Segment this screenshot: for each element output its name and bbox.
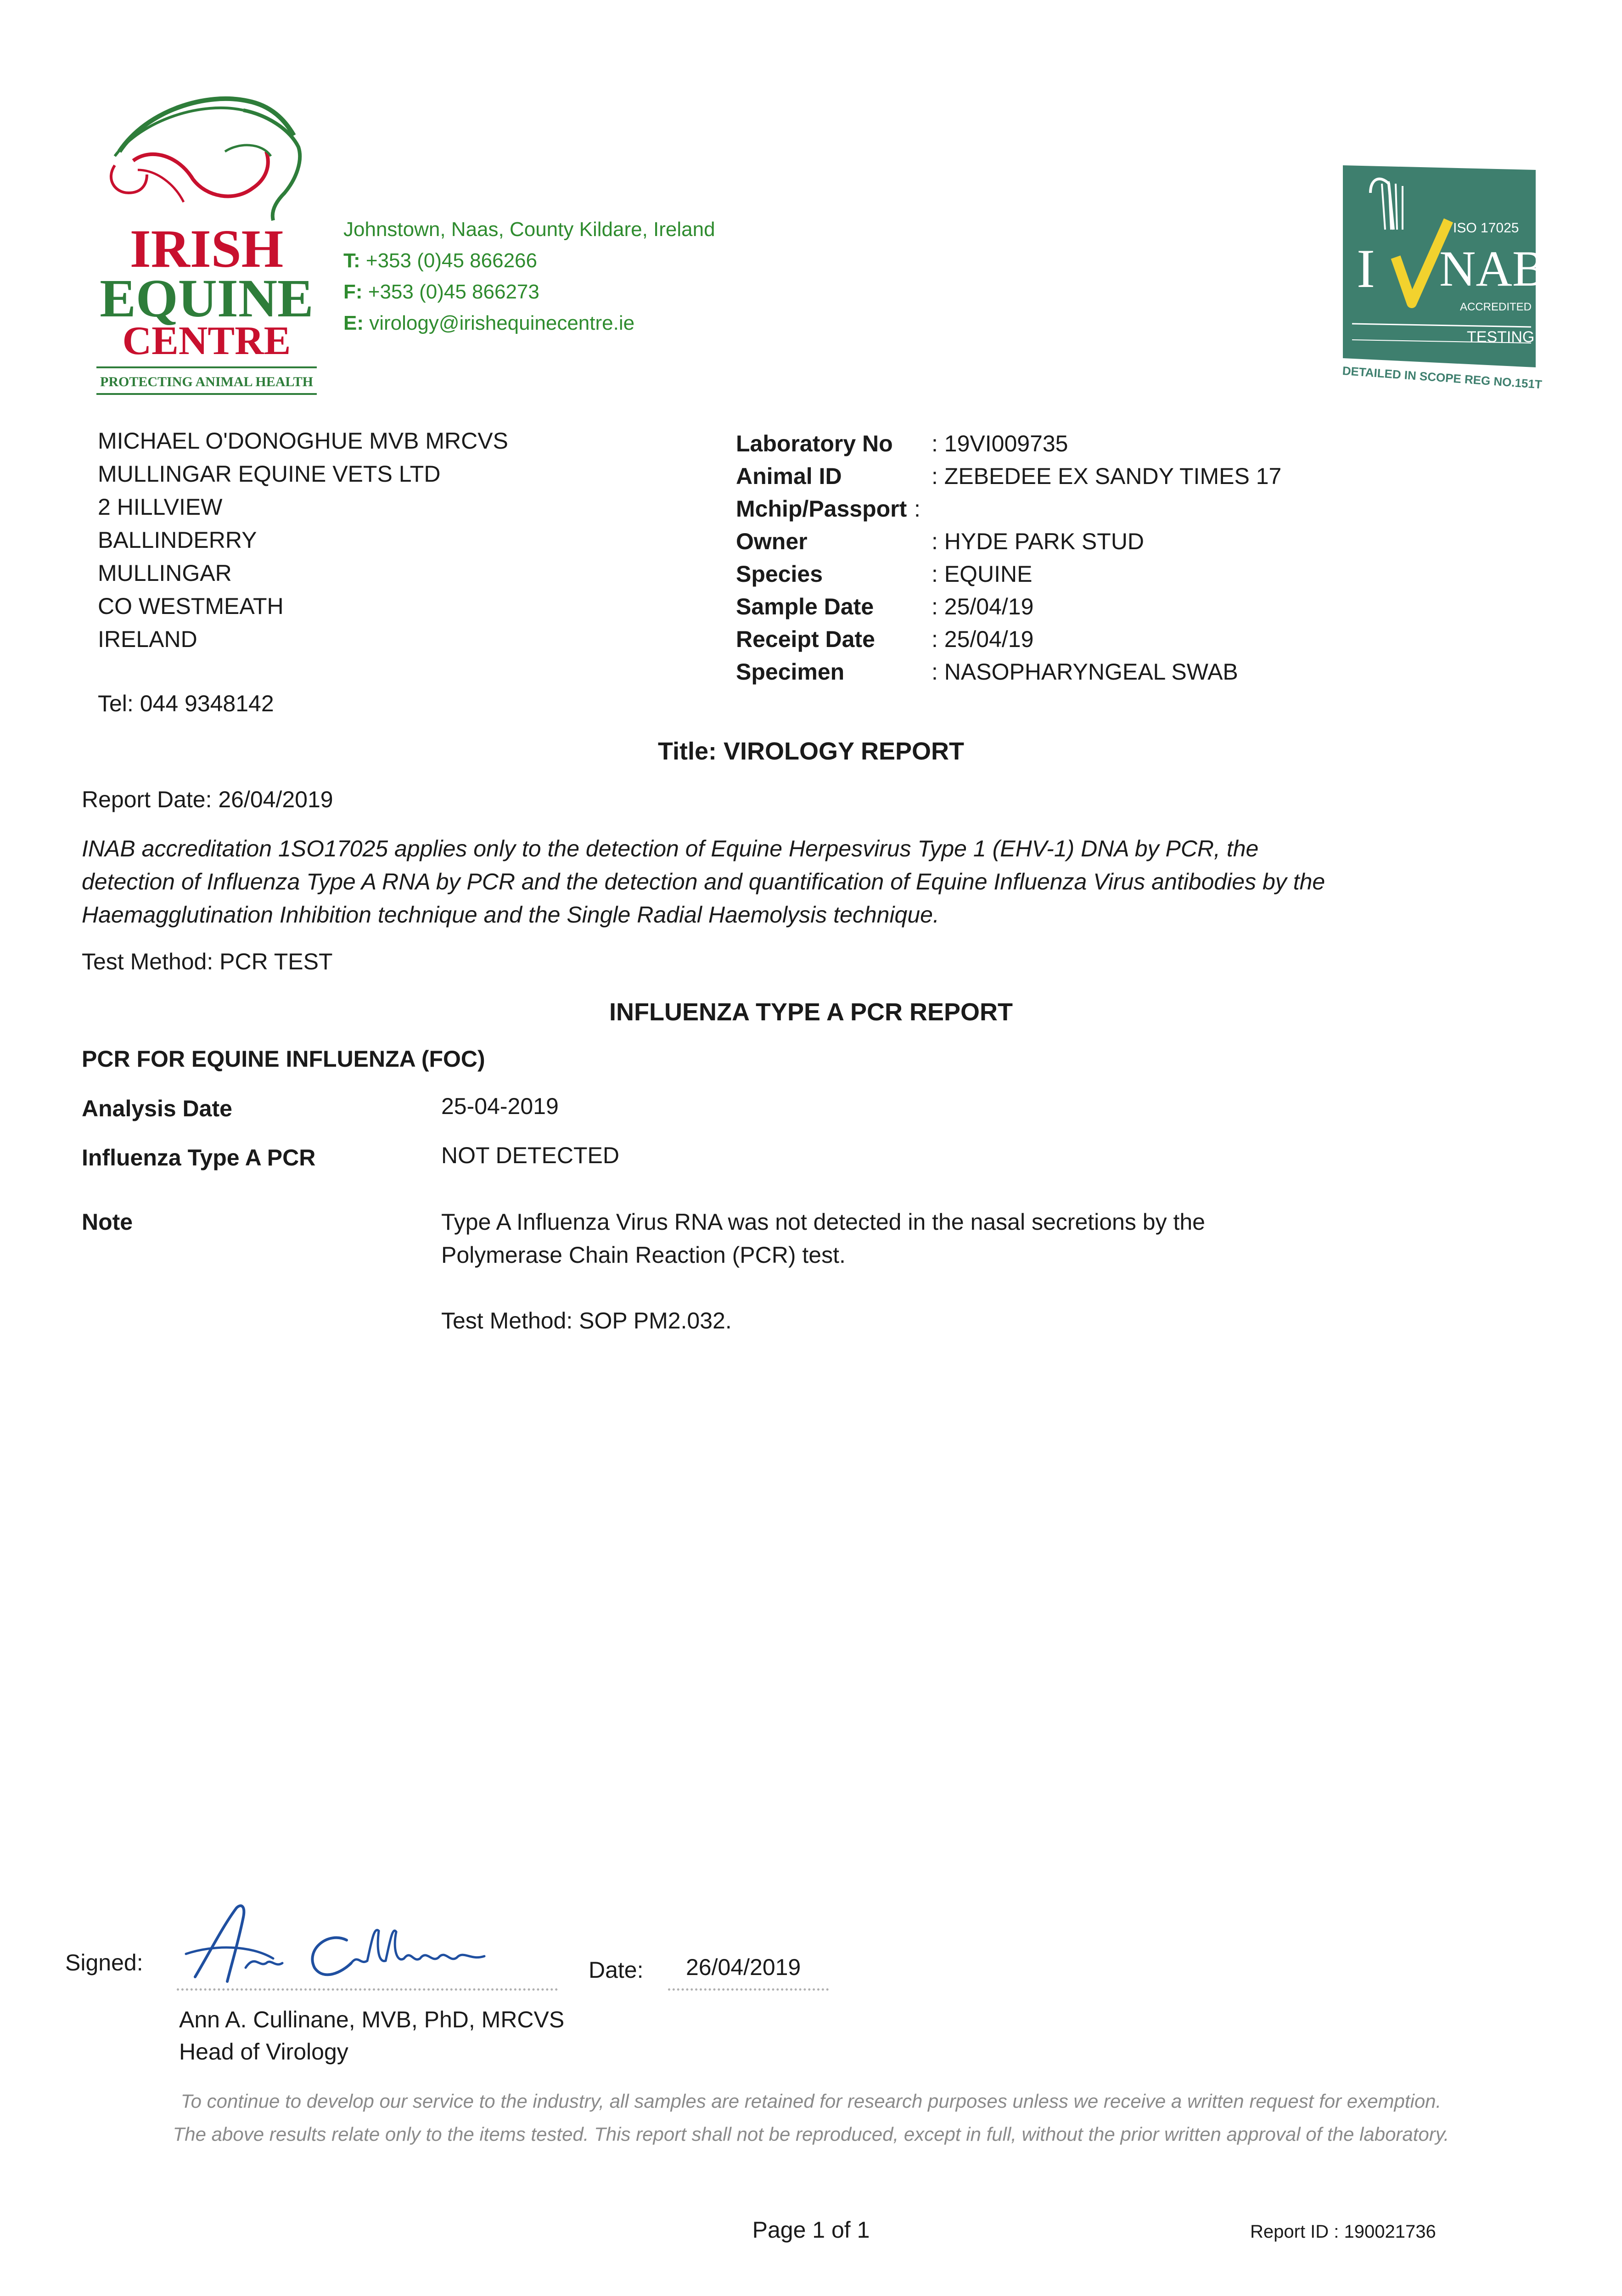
detail-value: : 25/04/19 bbox=[932, 594, 1034, 619]
detail-label: Specimen bbox=[736, 659, 845, 685]
analysis-date-label: Analysis Date bbox=[82, 1096, 232, 1121]
accreditation-line: detection of Influenza Type A RNA by PCR and the detection and quantification of Equine Influenza Virus antibodies by the bbox=[82, 869, 1325, 895]
logo-text-equine: EQUINE bbox=[100, 268, 314, 328]
recipient-line: BALLINDERRY bbox=[98, 527, 257, 553]
contact-email-label: E: bbox=[343, 312, 364, 334]
inab-scope: DETAILED IN SCOPE REG NO.151T bbox=[1341, 364, 1543, 392]
note-text bbox=[441, 1205, 1205, 1272]
accreditation-line: INAB accreditation 1SO17025 applies only to the detection of Equine Herpesvirus Type 1 (EHV-1) DNA by PCR, the bbox=[82, 836, 1259, 861]
detail-label: Sample Date bbox=[736, 594, 874, 619]
contact-tel-label: T: bbox=[343, 249, 360, 272]
note-line: Polymerase Chain Reaction (PCR) test. bbox=[441, 1242, 846, 1268]
contact-fax-row bbox=[343, 276, 715, 308]
detail-value: : ZEBEDEE EX SANDY TIMES 17 bbox=[932, 463, 1282, 489]
inab-iso-label: ISO 17025 bbox=[1453, 220, 1519, 236]
detail-value: : HYDE PARK STUD bbox=[932, 529, 1145, 554]
detail-value: : EQUINE bbox=[932, 561, 1033, 587]
inab-accredited: ACCREDITED bbox=[1460, 301, 1532, 313]
detail-label: Animal ID bbox=[736, 463, 842, 489]
horse-logo-icon bbox=[87, 92, 326, 225]
signatory-name: Ann A. Cullinane, MVB, PhD, MRCVS bbox=[179, 2007, 565, 2032]
page-number: Page 1 of 1 bbox=[752, 2217, 870, 2243]
signature-dotted-line bbox=[177, 1988, 558, 1991]
logo-text-irish: IRISH bbox=[129, 219, 284, 279]
handwritten-signature bbox=[177, 1899, 507, 1991]
footer-retention-note: To continue to develop our service to the industry, all samples are retained for research purposes unless we receive a written request for exemption. bbox=[180, 2090, 1442, 2112]
inab-brand: NAB bbox=[1439, 241, 1546, 297]
recipient-line: MICHAEL O'DONOGHUE MVB MRCVS bbox=[98, 428, 508, 454]
contact-email: virology@irishequinecentre.ie bbox=[369, 312, 635, 334]
accreditation-line: Haemagglutination Inhibition technique and the Single Radial Haemolysis technique. bbox=[82, 902, 939, 928]
signed-label: Signed: bbox=[65, 1950, 143, 1975]
recipient-line: CO WESTMEATH bbox=[98, 593, 284, 619]
logo-text-centre: CENTRE bbox=[122, 319, 291, 363]
detail-label: Species bbox=[736, 561, 823, 587]
subsection-title: PCR FOR EQUINE INFLUENZA (FOC) bbox=[82, 1046, 485, 1072]
detail-value: : bbox=[914, 496, 920, 522]
contact-fax-label: F: bbox=[343, 281, 363, 303]
detail-label: Owner bbox=[736, 529, 808, 554]
detail-value: : 19VI009735 bbox=[932, 431, 1068, 456]
irish-equine-centre-logo bbox=[87, 92, 326, 404]
detail-label: Laboratory No bbox=[736, 431, 893, 456]
logo-divider-bottom bbox=[96, 393, 317, 395]
recipient-line: 2 HILLVIEW bbox=[98, 494, 223, 520]
detail-label: Mchip/Passport bbox=[736, 496, 907, 522]
signature-date: 26/04/2019 bbox=[686, 1954, 801, 1980]
result-label: Influenza Type A PCR bbox=[82, 1145, 316, 1171]
note-line: Type A Influenza Virus RNA was not detected in the nasal secretions by the bbox=[441, 1209, 1205, 1235]
report-id: Report ID : 190021736 bbox=[1250, 2222, 1436, 2242]
contact-email-row bbox=[343, 308, 715, 339]
analysis-date-value: 25-04-2019 bbox=[441, 1093, 559, 1119]
result-value: NOT DETECTED bbox=[441, 1142, 619, 1168]
footer-disclaimer: The above results relate only to the items tested. This report shall not be reproduced, except in full, without the prior written approval of the laboratory. bbox=[173, 2123, 1449, 2145]
date-label: Date: bbox=[589, 1957, 644, 1983]
inab-testing: TESTING bbox=[1467, 328, 1535, 346]
detail-value: : NASOPHARYNGEAL SWAB bbox=[932, 659, 1238, 685]
logo-divider bbox=[96, 366, 317, 368]
recipient-line: MULLINGAR EQUINE VETS LTD bbox=[98, 461, 441, 487]
detail-value: : 25/04/19 bbox=[932, 626, 1034, 652]
test-method: Test Method: PCR TEST bbox=[82, 949, 333, 974]
note-method: Test Method: SOP PM2.032. bbox=[441, 1308, 732, 1334]
accreditation-statement bbox=[82, 832, 1325, 931]
contact-block bbox=[343, 214, 715, 339]
contact-tel: +353 (0)45 866266 bbox=[365, 249, 537, 272]
date-dotted-line bbox=[668, 1988, 829, 1991]
inab-accreditation-badge bbox=[1341, 165, 1546, 395]
recipient-line: IRELAND bbox=[98, 626, 197, 652]
contact-tel-row bbox=[343, 245, 715, 276]
detail-label: Receipt Date bbox=[736, 626, 875, 652]
signatory-role: Head of Virology bbox=[179, 2039, 348, 2065]
contact-address: Johnstown, Naas, County Kildare, Ireland bbox=[343, 218, 715, 241]
report-title: Title: VIROLOGY REPORT bbox=[657, 737, 965, 765]
section-title: INFLUENZA TYPE A PCR REPORT bbox=[609, 998, 1013, 1026]
report-date: Report Date: 26/04/2019 bbox=[82, 787, 333, 812]
logo-tagline: PROTECTING ANIMAL HEALTH bbox=[100, 374, 313, 389]
note-label: Note bbox=[82, 1209, 133, 1235]
recipient-line: MULLINGAR bbox=[98, 560, 232, 586]
recipient-tel: Tel: 044 9348142 bbox=[98, 691, 274, 716]
contact-fax: +353 (0)45 866273 bbox=[368, 281, 539, 303]
recipient-address bbox=[98, 424, 508, 656]
inab-i-letter: I bbox=[1357, 238, 1375, 299]
